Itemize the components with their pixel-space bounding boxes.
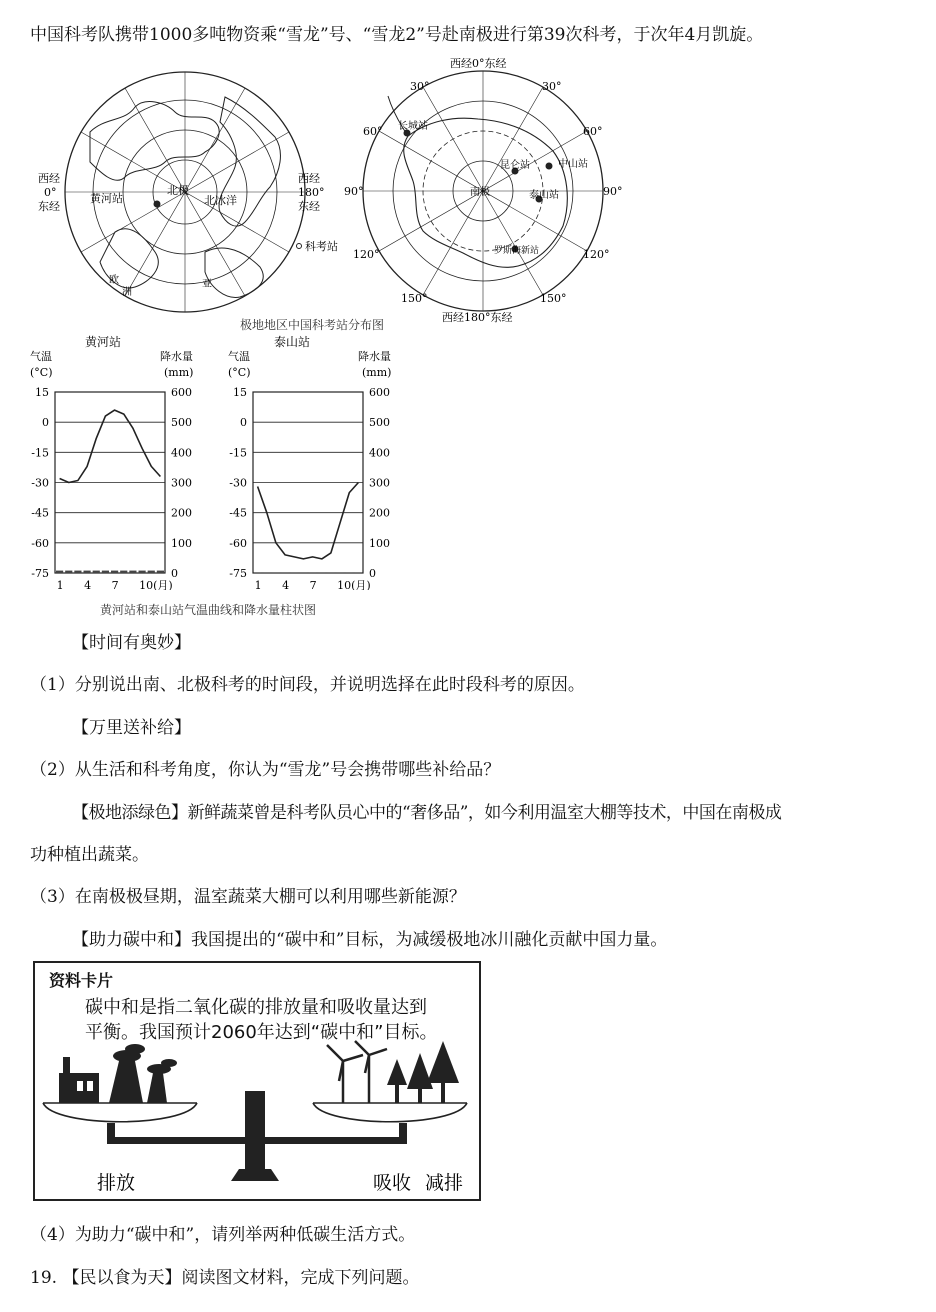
temp-tick-label: 0	[240, 416, 247, 430]
prec-tick-label: 100	[171, 536, 192, 550]
section-supply-title: 【万里送补给】	[72, 718, 191, 738]
prec-tick-label: 500	[171, 416, 192, 430]
temperature-curve	[258, 483, 359, 559]
polar-maps-figure	[30, 55, 630, 340]
temp-tick-label: -15	[229, 446, 247, 460]
prec-tick-label: 300	[369, 476, 390, 490]
month-tick-label: 10(月)	[337, 579, 371, 590]
precip-bar	[300, 572, 307, 573]
huanghe-station-marker	[154, 201, 160, 207]
prec-tick-label: 200	[171, 506, 192, 520]
temp-tick-label: -15	[31, 446, 49, 460]
precip-bar	[282, 572, 289, 573]
prec-tick-label: 400	[171, 446, 192, 460]
temp-axis-label: 气温	[228, 350, 250, 363]
north-pole-label: 北极	[167, 184, 189, 197]
maps-caption: 极地地区中国科考站分布图	[240, 318, 385, 332]
south-pole-label: 南极	[470, 187, 490, 198]
precip-bar	[157, 571, 164, 573]
prec-unit-label: (mm)	[164, 366, 194, 379]
taishan-climate-chart	[229, 386, 390, 590]
chart-title: 黄河站	[85, 335, 122, 349]
precip-bar	[309, 572, 316, 573]
precip-bar	[65, 571, 72, 573]
temp-axis-label: 气温	[30, 350, 52, 363]
temp-tick-label: 15	[35, 386, 49, 399]
precip-bar	[111, 571, 118, 573]
month-tick-label: 1	[56, 579, 64, 590]
prec-tick-label: 0	[369, 567, 376, 580]
prec-unit-label: (mm)	[362, 366, 392, 379]
precip-bar	[327, 572, 334, 573]
asia-partial-label: 亚	[202, 279, 212, 290]
section-time-title: 【时间有奥妙】	[72, 633, 191, 653]
temp-unit-label: (°C)	[30, 366, 53, 379]
prec-tick-label: 400	[369, 446, 390, 460]
prec-tick-label: 100	[369, 536, 390, 550]
zhongshan-station-marker	[546, 163, 552, 169]
prec-axis-label: 降水量	[358, 350, 391, 363]
month-tick-label: 4	[84, 579, 92, 590]
precip-bar	[56, 571, 63, 573]
precip-bar	[148, 571, 155, 573]
month-tick-label: 4	[282, 579, 290, 590]
south-bottom-label: 西经180°东经	[442, 311, 513, 324]
right-pan	[313, 1103, 467, 1122]
precip-bar	[120, 571, 127, 573]
info-card-title: 资料卡片	[49, 971, 114, 990]
precip-bar	[129, 571, 136, 573]
prec-tick-label: 300	[171, 476, 192, 490]
section-green-line1: 【极地添绿色】新鲜蔬菜曾是科考队员心中的“奢侈品”，如今利用温室大棚等技术，中国在南极成	[72, 803, 782, 823]
wind-turbine-icon	[327, 1041, 387, 1103]
huanghe-climate-chart	[31, 386, 192, 590]
south-lat-label: 60°	[583, 125, 603, 138]
reduction-label: 减排	[425, 1172, 464, 1194]
question-4: （4）为助力“碳中和”，请列举两种低碳生活方式。	[30, 1225, 416, 1245]
south-lat-label: 90°	[603, 185, 623, 198]
temp-tick-label: -30	[31, 476, 49, 490]
kunlun-station-label: 昆仑站	[500, 160, 530, 171]
prec-tick-label: 600	[369, 386, 390, 399]
chart-title: 泰山站	[274, 335, 311, 349]
question-19: 19. 【民以食为天】阅读图文材料，完成下列问题。	[30, 1268, 420, 1288]
balance-scale-illustration	[35, 963, 479, 1199]
info-card	[33, 961, 481, 1201]
precip-bar	[263, 572, 270, 573]
temp-tick-label: -75	[31, 567, 49, 580]
south-lat-label: 60°	[363, 125, 383, 138]
balance-post	[245, 1091, 265, 1181]
question-1: （1）分别说出南、北极科考的时间段，并说明选择在此时段科考的原因。	[30, 675, 585, 695]
precip-bar	[355, 572, 362, 573]
emission-label: 排放	[97, 1172, 136, 1194]
north-left-label-2: 0°	[44, 186, 57, 199]
south-lat-label: 150°	[401, 292, 428, 305]
temp-tick-label: -45	[229, 506, 247, 520]
north-left-label-1: 西经	[38, 172, 60, 185]
huanghe-station-label: 黄河站	[90, 192, 123, 205]
north-right-label-3: 东经	[298, 200, 320, 213]
climate-caption: 黄河站和泰山站气温曲线和降水量柱状图	[100, 603, 317, 617]
temp-tick-label: -60	[229, 536, 247, 550]
month-tick-label: 10(月)	[139, 579, 173, 590]
temp-tick-label: -75	[229, 567, 247, 580]
temp-tick-label: -45	[31, 506, 49, 520]
arctic-ocean-label: 北冰洋	[204, 194, 237, 207]
temp-unit-label: (°C)	[228, 366, 251, 379]
temp-tick-label: -30	[229, 476, 247, 490]
south-lat-label: 90°	[344, 185, 364, 198]
taishan-station-label: 泰山站	[529, 190, 559, 201]
info-card-line1: 碳中和是指二氧化碳的排放量和吸收量达到	[85, 997, 427, 1018]
precip-bar	[139, 571, 146, 573]
changcheng-station-label: 长城站	[398, 121, 428, 132]
month-tick-label: 7	[111, 579, 119, 590]
info-card-line2: 平衡。我国预计2060年达到“碳中和”目标。	[85, 1022, 438, 1043]
south-lat-label: 30°	[410, 80, 430, 93]
europe-partial-label-1: 欧	[109, 275, 119, 286]
month-tick-label: 7	[309, 579, 317, 590]
prec-axis-label: 降水量	[160, 350, 193, 363]
precip-bar	[74, 571, 81, 573]
south-top-label: 西经0°东经	[450, 57, 507, 70]
prec-tick-label: 500	[369, 416, 390, 430]
section-carbon-title: 【助力碳中和】我国提出的“碳中和”目标，为减缓极地冰川融化贡献中国力量。	[72, 930, 668, 950]
north-right-label-1: 西经	[298, 172, 320, 185]
ross-sea-station-label: 罗斯海新站	[494, 246, 540, 256]
precip-bar	[272, 572, 279, 573]
month-tick-label: 1	[254, 579, 262, 590]
prec-tick-label: 600	[171, 386, 192, 399]
south-lat-label: 120°	[353, 248, 380, 261]
station-legend-label: 科考站	[305, 240, 338, 253]
south-lat-label: 30°	[542, 80, 562, 93]
question-2: （2）从生活和科考角度，你认为“雪龙”号会携带哪些补给品？	[30, 760, 501, 780]
south-lat-label: 150°	[540, 292, 567, 305]
prec-tick-label: 0	[171, 567, 178, 580]
section-green-line2: 功种植出蔬菜。	[30, 845, 149, 865]
temp-tick-label: 0	[42, 416, 49, 430]
precip-bar	[291, 572, 298, 573]
tree-icon	[387, 1041, 459, 1103]
precip-bar	[102, 571, 109, 573]
north-left-label-3: 东经	[38, 200, 60, 213]
temperature-curve	[60, 410, 161, 482]
south-lat-label: 120°	[583, 248, 610, 261]
north-right-label-2: 180°	[298, 186, 325, 199]
temp-tick-label: -60	[31, 536, 49, 550]
climate-charts-figure	[30, 330, 430, 590]
intro-text: 中国科考队携带1000多吨物资乘“雪龙”号、“雪龙2”号赴南极进行第39次科考，于次年4月凯旋。	[30, 25, 764, 45]
zhongshan-station-label: 中山站	[558, 159, 588, 170]
precip-bar	[346, 572, 353, 573]
factory-icon	[59, 1044, 177, 1103]
question-3: （3）在南极极昼期，温室蔬菜大棚可以利用哪些新能源？	[30, 887, 466, 907]
prec-tick-label: 200	[369, 506, 390, 520]
temp-tick-label: 15	[233, 386, 247, 399]
europe-partial-label-2: 洲	[122, 287, 132, 298]
precip-bar	[84, 571, 91, 573]
precip-bar	[337, 572, 344, 573]
left-pan	[43, 1103, 197, 1122]
precip-bar	[254, 572, 261, 573]
precip-bar	[93, 571, 100, 573]
precip-bar	[318, 572, 325, 573]
absorption-label: 吸收	[373, 1172, 412, 1194]
station-legend-icon	[297, 244, 302, 249]
